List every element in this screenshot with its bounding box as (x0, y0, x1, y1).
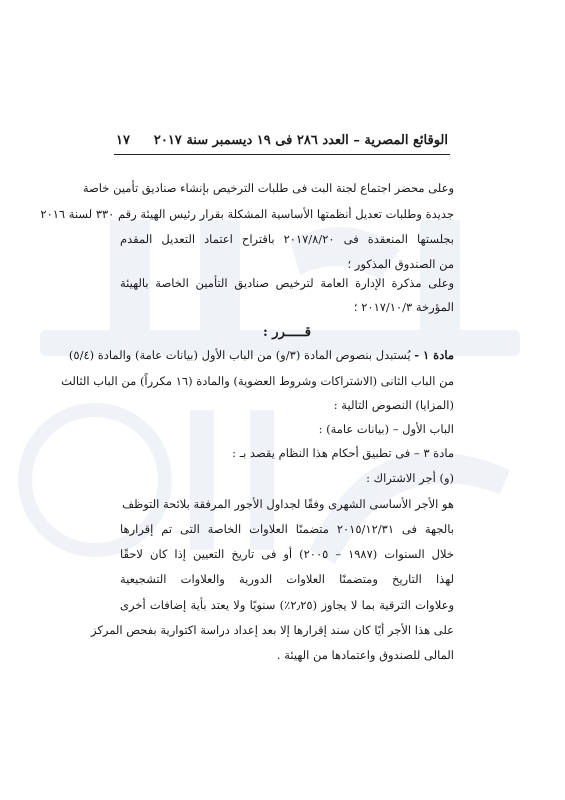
item-w-heading: (و) أجر الاشتراك : (366, 471, 454, 485)
decision-heading: قـــــرر : (262, 325, 312, 340)
paragraph-line: المؤرخة ٢٠١٧/١٠/٣ ؛ (353, 300, 454, 314)
paragraph-line: هو الأجر الأساسى الشهرى وفقًا لجداول الأجور المرفقة بلائحة التوظف (122, 497, 454, 511)
article-1-line: من الباب الثانى (الاشتراكات وشروط العضوية) والمادة (١٦ مكرراً) من الباب الثالث (61, 374, 454, 388)
paragraph-line: على هذا الأجر أيًا كان سند إقرارها إلا بعد إعداد دراسة اكتوارية بفحص المركز (91, 623, 454, 637)
header-rule (114, 154, 450, 155)
paragraph-line: وعلى محضر اجتماع لجنة البت فى طلبات الترخيص بإنشاء صناديق تأمين خاصة (82, 181, 454, 195)
paragraph-line: بجلستها المنعقدة فى ٢٠١٧/٨/٢٠ باقتراح اعتماد التعديل المقدم (120, 232, 455, 246)
paragraph-line: بالجهة فى ٢٠١٥/١٢/٣١ متضمنًا العلاوات الخاصة التى تم إقرارها (120, 522, 454, 536)
section-title: الباب الأول – (بيانات عامة) : (318, 422, 454, 436)
page-header (116, 131, 448, 151)
paragraph-line: خلال السنوات (١٩٨٧ – ٢٠٠٥) أو فى تاريخ التعيين إذا كان لاحقًا (120, 547, 455, 561)
article-1-first-line (68, 348, 454, 362)
header-title: الوقائع المصرية – العدد ٢٨٦ فى ١٩ ديسمبر سنة ٢٠١٧ (153, 133, 448, 148)
article-1-label: مادة ١ - (414, 348, 454, 362)
paragraph-line: جديدة وطلبات تعديل أنظمتها الأساسية المشكلة بقرار رئيس الهيئة رقم ٣٣٠ لسنة ٢٠١٦ (40, 207, 454, 221)
paragraph-line: المالى للصندوق واعتمادها من الهيئة . (276, 648, 454, 662)
paragraph-line: وعلاوات الترقية بما لا يجاوز (٢٫٢٥٪) سنويًا ولا يعتد بأية إضافات أخرى (120, 598, 454, 612)
paragraph-line: وعلى مذكرة الإدارة العامة لترخيص صناديق التأمين الخاصة بالهيئة (120, 276, 454, 290)
article-3-intro: مادة ٣ – فى تطبيق أحكام هذا النظام يقصد بـ : (232, 446, 454, 460)
article-1-text: يُستبدل بنصوص المادة (٣/و) من الباب الأول (بيانات عامة) والمادة (٥/٤) (68, 348, 411, 362)
paragraph-line: من الصندوق المذكور ؛ (347, 257, 454, 271)
paragraph-line: لهذا التاريخ ومتضمنًا العلاوات الدورية والعلاوات التشجيعية (120, 572, 454, 586)
article-1-line: (المزايا) النصوص التالية : (333, 398, 454, 412)
page-number: ١٧ (116, 133, 130, 148)
